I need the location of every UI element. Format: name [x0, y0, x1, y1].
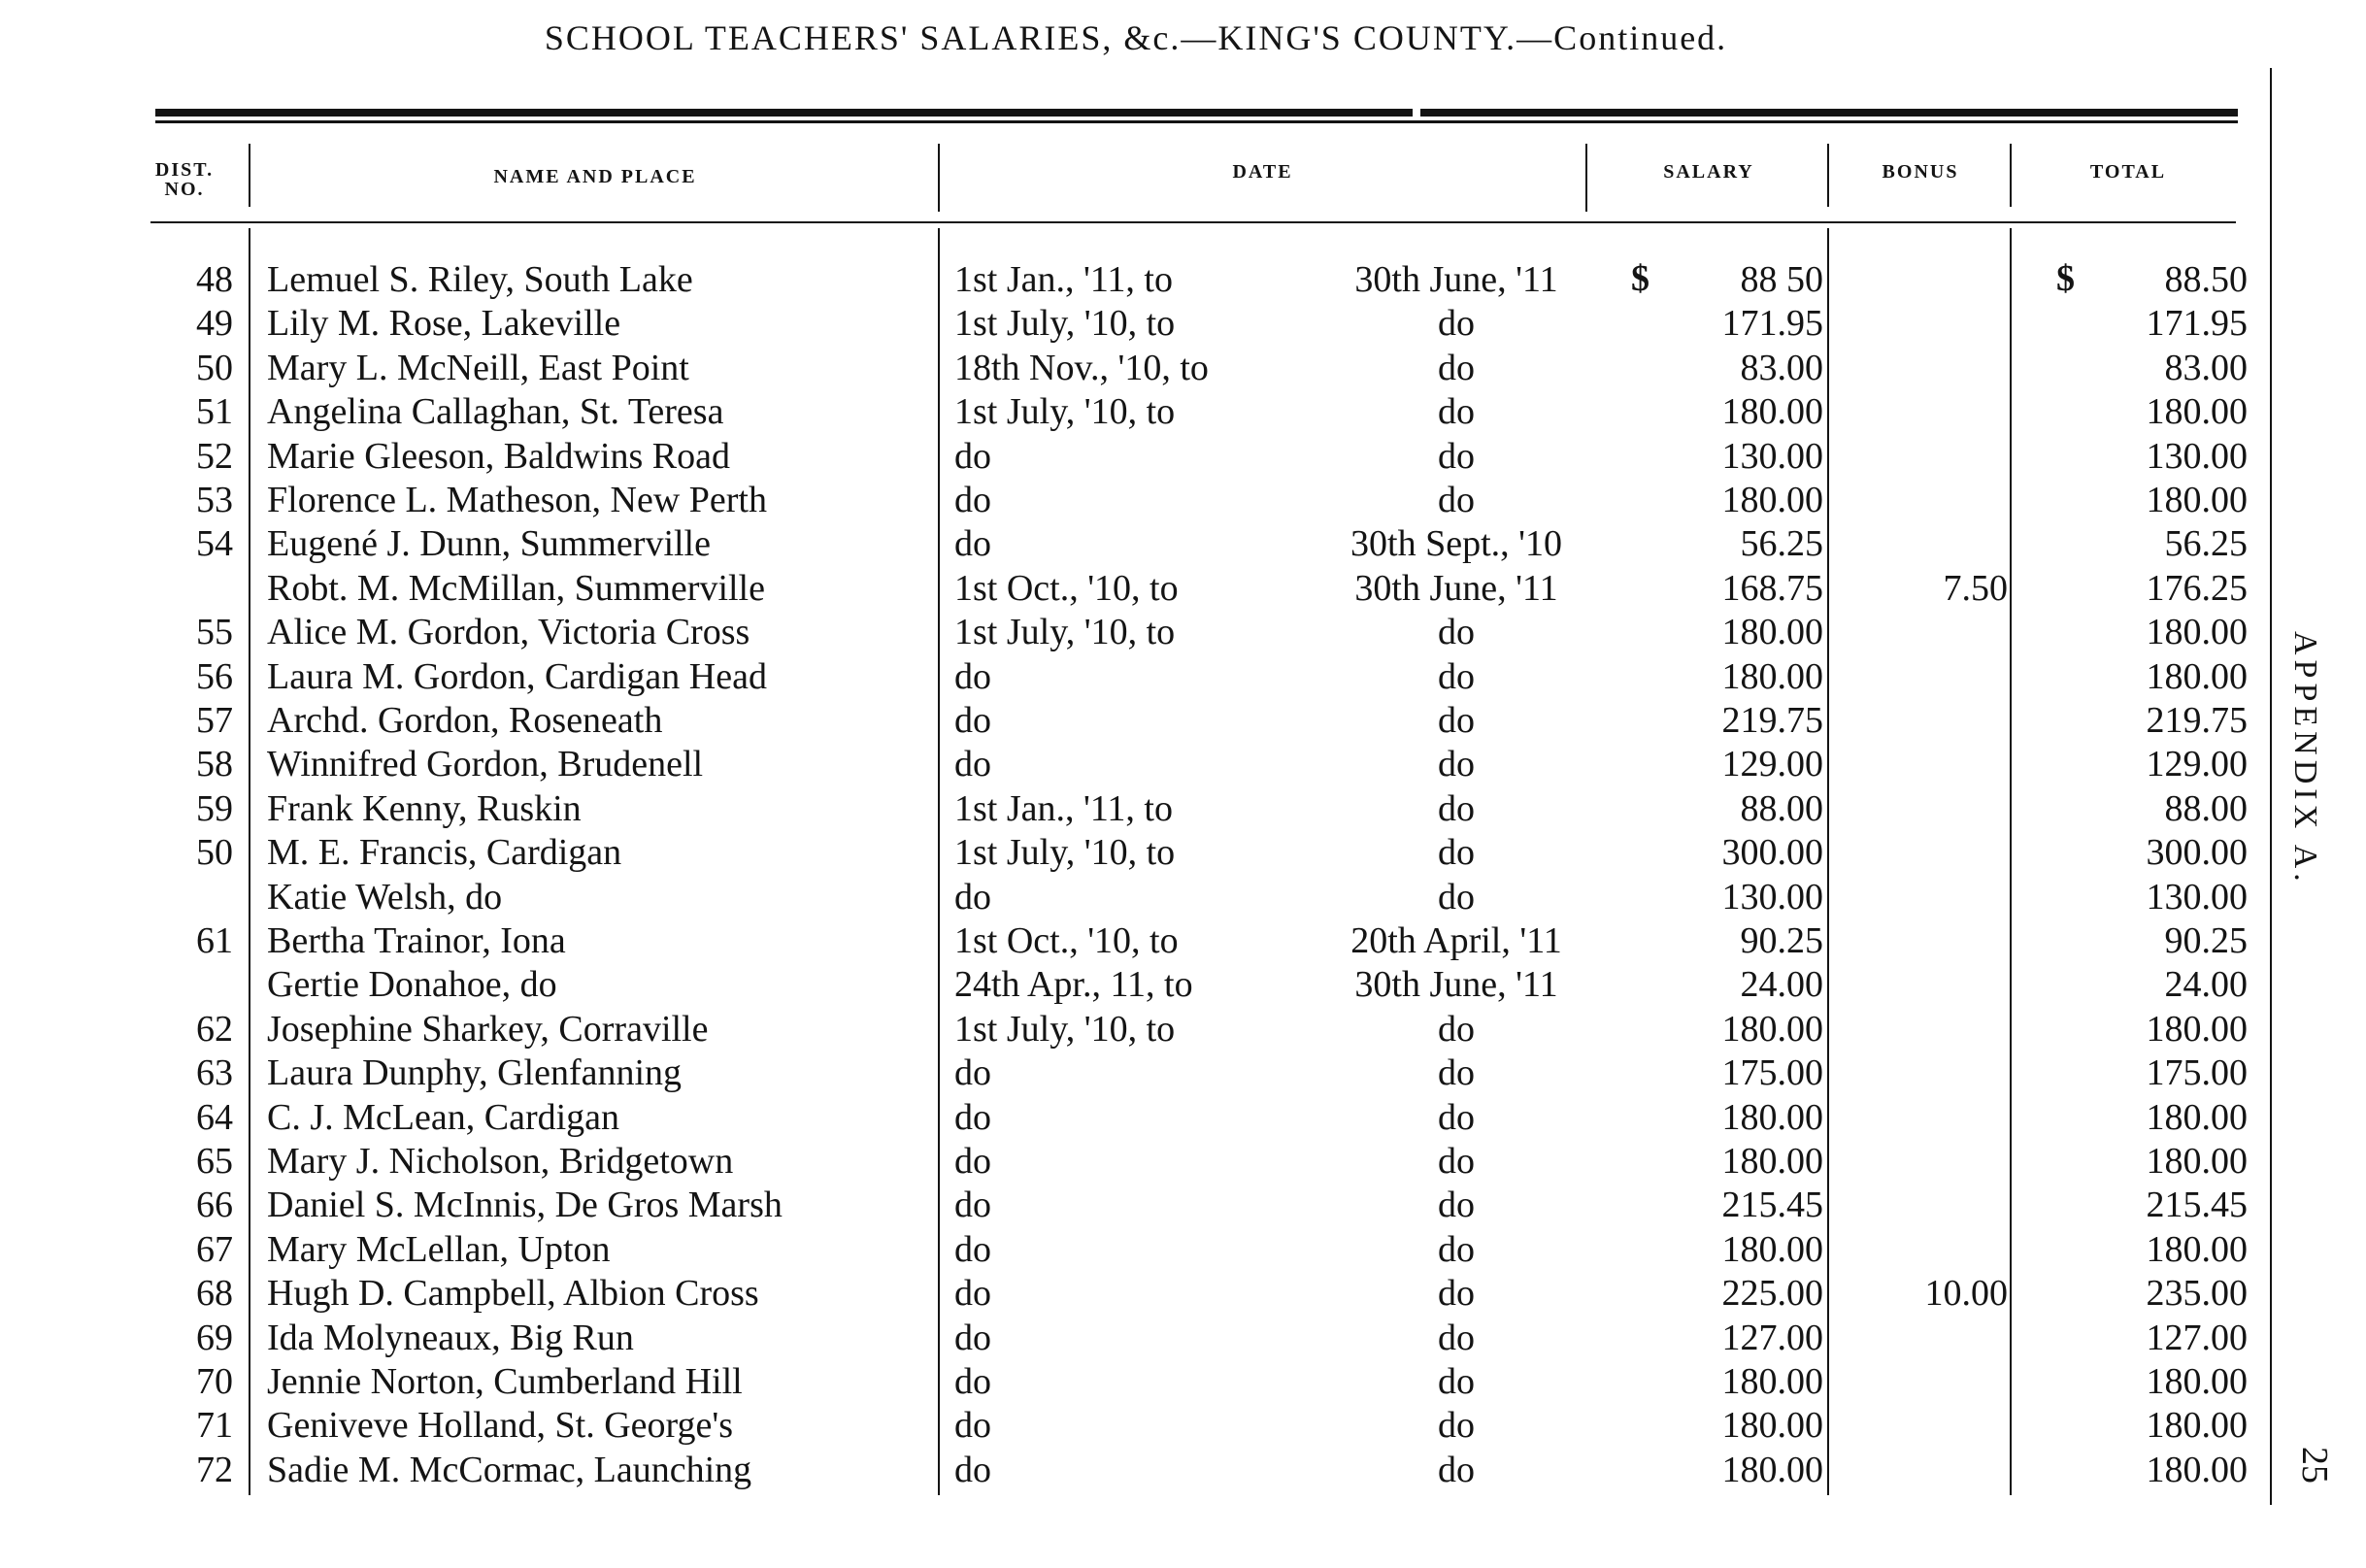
cell-date-from: 1st Jan., '11, to	[954, 787, 1173, 829]
appendix-label: APPENDIX A.	[2287, 631, 2323, 886]
cell-total: 180.00	[2146, 655, 2248, 697]
cell-date-from: 1st July, '10, to	[954, 1008, 1176, 1050]
total-currency-symbol: $	[2056, 258, 2075, 299]
cell-date-to: do	[1438, 832, 1475, 874]
cell-total: 88.50	[2164, 259, 2248, 300]
table-row	[0, 1096, 2252, 1140]
cell-salary: 180.00	[1721, 1141, 1823, 1182]
cell-date-to: do	[1438, 1405, 1475, 1447]
cell-dist-no: 69	[196, 1317, 233, 1358]
cell-dist-no: 52	[196, 435, 233, 477]
cell-total: 180.00	[2146, 1141, 2248, 1182]
cell-dist-no: 65	[196, 1141, 233, 1182]
cell-date-from: do	[954, 523, 991, 565]
cell-date-to: do	[1438, 391, 1475, 433]
cell-name-place: Jennie Norton, Cumberland Hill	[267, 1361, 743, 1402]
cell-total: 219.75	[2146, 700, 2248, 741]
cell-dist-no: 48	[196, 259, 233, 300]
cell-date-to: 30th Sept., '10	[1350, 523, 1562, 565]
cell-dist-no: 55	[196, 612, 233, 653]
cell-name-place: Lemuel S. Riley, South Lake	[267, 259, 693, 300]
col-header-bonus: BONUS	[1882, 161, 1959, 183]
header-divider-3	[1585, 144, 1587, 212]
cell-name-place: Laura Dunphy, Glenfanning	[267, 1052, 683, 1094]
cell-dist-no: 71	[196, 1405, 233, 1447]
cell-salary: 90.25	[1740, 920, 1823, 961]
header-divider-1	[249, 144, 250, 207]
cell-name-place: Hugh D. Campbell, Albion Cross	[267, 1273, 759, 1315]
cell-date-from: do	[954, 1405, 991, 1447]
cell-total: 235.00	[2146, 1273, 2248, 1315]
cell-dist-no: 63	[196, 1052, 233, 1094]
cell-total: 83.00	[2164, 347, 2248, 388]
cell-dist-no: 67	[196, 1228, 233, 1270]
cell-date-to: do	[1438, 1317, 1475, 1358]
cell-date-to: do	[1438, 655, 1475, 697]
cell-date-to: 30th June, '11	[1354, 567, 1558, 609]
cell-total: 171.95	[2146, 303, 2248, 345]
header-divider-5	[2010, 144, 2012, 207]
cell-total: 90.25	[2164, 920, 2248, 961]
cell-dist-no: 53	[196, 480, 233, 520]
cell-bonus: 10.00	[1924, 1273, 2008, 1315]
cell-dist-no: 50	[196, 832, 233, 874]
cell-date-to: 20th April, '11	[1350, 920, 1562, 961]
cell-name-place: Daniel S. McInnis, De Gros Marsh	[267, 1184, 783, 1226]
cell-name-place: Mary McLellan, Upton	[267, 1228, 611, 1270]
cell-name-place: Laura M. Gordon, Cardigan Head	[267, 655, 767, 697]
col-header-total: TOTAL	[2089, 161, 2167, 183]
cell-name-place: Bertha Trainor, Iona	[267, 920, 566, 961]
page-number: 25	[2294, 1447, 2335, 1484]
cell-dist-no: 64	[196, 1096, 233, 1138]
col-header-date: DATE	[1232, 161, 1293, 183]
cell-date-to: do	[1438, 700, 1475, 741]
cell-salary: 300.00	[1721, 832, 1823, 874]
table-row	[0, 1228, 2252, 1272]
cell-date-from: do	[954, 1273, 991, 1315]
cell-salary: 180.00	[1721, 1008, 1823, 1050]
cell-dist-no: 72	[196, 1449, 233, 1490]
cell-date-from: do	[954, 1184, 991, 1226]
table-row	[0, 1360, 2252, 1404]
cell-date-from: do	[954, 1361, 991, 1402]
cell-salary: 180.00	[1721, 391, 1823, 433]
cell-salary: 130.00	[1721, 435, 1823, 477]
cell-total: 176.25	[2146, 567, 2248, 609]
cell-date-to: do	[1438, 787, 1475, 829]
header-rule-thin	[155, 120, 2238, 123]
table-row	[0, 919, 2252, 963]
cell-salary: 180.00	[1721, 612, 1823, 653]
cell-name-place: Archd. Gordon, Roseneath	[267, 700, 663, 741]
cell-dist-no: 54	[196, 523, 233, 565]
cell-date-to: do	[1438, 744, 1475, 785]
cell-name-place: Alice M. Gordon, Victoria Cross	[267, 612, 750, 653]
cell-date-to: do	[1438, 480, 1475, 520]
cell-total: 24.00	[2164, 964, 2248, 1006]
header-bottom-rule	[150, 221, 2236, 223]
cell-name-place: Marie Gleeson, Baldwins Road	[267, 435, 731, 477]
cell-name-place: Eugené J. Dunn, Summerville	[267, 523, 711, 565]
cell-salary: 215.45	[1721, 1184, 1823, 1226]
table-row	[0, 1184, 2252, 1227]
table-row	[0, 1008, 2252, 1051]
cell-date-to: do	[1438, 612, 1475, 653]
cell-dist-no: 50	[196, 347, 233, 388]
table-row	[0, 963, 2252, 1007]
cell-date-to: do	[1438, 347, 1475, 388]
cell-name-place: Josephine Sharkey, Corraville	[267, 1008, 709, 1050]
cell-name-place: Winnifred Gordon, Brudenell	[267, 744, 704, 785]
cell-salary: 225.00	[1721, 1273, 1823, 1315]
cell-salary: 127.00	[1721, 1317, 1823, 1358]
cell-total: 175.00	[2146, 1052, 2248, 1094]
page-edge-rule	[2270, 68, 2272, 1505]
header-rule-left	[155, 109, 1413, 117]
cell-date-from: do	[954, 1141, 991, 1182]
table-row	[0, 1272, 2252, 1316]
cell-date-from: 1st July, '10, to	[954, 391, 1176, 433]
cell-bonus: 7.50	[1943, 567, 2008, 609]
cell-name-place: Frank Kenny, Ruskin	[267, 787, 582, 829]
cell-salary: 180.00	[1721, 1405, 1823, 1447]
table-row	[0, 831, 2252, 875]
cell-date-from: do	[954, 1228, 991, 1270]
cell-total: 180.00	[2146, 1228, 2248, 1270]
cell-date-from: 24th Apr., 11, to	[954, 964, 1193, 1006]
cell-total: 127.00	[2146, 1317, 2248, 1358]
cell-total: 180.00	[2146, 1449, 2248, 1490]
cell-date-from: do	[954, 655, 991, 697]
table-row	[0, 258, 2252, 302]
cell-salary: 88 50	[1740, 259, 1823, 300]
cell-date-to: do	[1438, 1008, 1475, 1050]
table-row	[0, 655, 2252, 699]
header-divider-2	[938, 144, 940, 212]
cell-name-place: Katie Welsh, do	[267, 876, 503, 917]
cell-salary: 130.00	[1721, 876, 1823, 917]
cell-salary: 129.00	[1721, 744, 1823, 785]
cell-total: 88.00	[2164, 787, 2248, 829]
cell-date-from: 1st July, '10, to	[954, 303, 1176, 345]
cell-salary: 180.00	[1721, 480, 1823, 520]
header-divider-4	[1827, 144, 1829, 207]
cell-total: 300.00	[2146, 832, 2248, 874]
cell-name-place: Mary L. McNeill, East Point	[267, 347, 689, 388]
cell-dist-no: 68	[196, 1273, 233, 1315]
cell-salary: 180.00	[1721, 1096, 1823, 1138]
cell-name-place: Robt. M. McMillan, Summerville	[267, 567, 765, 609]
cell-date-from: do	[954, 1317, 991, 1358]
cell-salary: 175.00	[1721, 1052, 1823, 1094]
cell-salary: 56.25	[1740, 523, 1823, 565]
cell-date-to: 30th June, '11	[1354, 259, 1558, 300]
cell-salary: 171.95	[1721, 303, 1823, 345]
cell-date-from: do	[954, 876, 991, 917]
cell-dist-no: 58	[196, 744, 233, 785]
cell-name-place: C. J. McLean, Cardigan	[267, 1096, 620, 1138]
cell-dist-no: 56	[196, 655, 233, 697]
cell-salary: 180.00	[1721, 1228, 1823, 1270]
cell-name-place: Lily M. Rose, Lakeville	[267, 303, 621, 345]
cell-dist-no: 62	[196, 1008, 233, 1050]
cell-date-from: do	[954, 1052, 991, 1094]
cell-salary: 168.75	[1721, 567, 1823, 609]
col-header-salary: SALARY	[1663, 161, 1754, 183]
cell-total: 180.00	[2146, 391, 2248, 433]
table-row	[0, 1140, 2252, 1184]
cell-salary: 180.00	[1721, 655, 1823, 697]
cell-date-from: 1st July, '10, to	[954, 832, 1176, 874]
cell-total: 180.00	[2146, 480, 2248, 520]
cell-dist-no: 59	[196, 787, 233, 829]
cell-name-place: Florence L. Matheson, New Perth	[267, 480, 767, 520]
cell-date-to: do	[1438, 1141, 1475, 1182]
salary-currency-symbol: $	[1631, 258, 1650, 299]
cell-name-place: Geniveve Holland, St. George's	[267, 1405, 733, 1447]
table-row	[0, 522, 2252, 566]
cell-date-from: 1st Oct., '10, to	[954, 567, 1179, 609]
cell-salary: 180.00	[1721, 1449, 1823, 1490]
cell-salary: 24.00	[1740, 964, 1823, 1006]
table-row	[0, 743, 2252, 786]
table-row	[0, 347, 2252, 390]
cell-dist-no: 49	[196, 303, 233, 345]
cell-date-to: do	[1438, 1096, 1475, 1138]
cell-dist-no: 70	[196, 1361, 233, 1402]
cell-date-to: do	[1438, 303, 1475, 345]
cell-dist-no: 66	[196, 1184, 233, 1226]
table-row	[0, 1051, 2252, 1095]
table-row	[0, 1404, 2252, 1448]
cell-date-from: do	[954, 744, 991, 785]
cell-total: 180.00	[2146, 612, 2248, 653]
cell-date-to: do	[1438, 435, 1475, 477]
table-row	[0, 876, 2252, 919]
cell-date-from: do	[954, 480, 991, 520]
cell-name-place: Gertie Donahoe, do	[267, 964, 557, 1006]
cell-total: 180.00	[2146, 1405, 2248, 1447]
col-header-dist-no: DIST. NO.	[154, 159, 215, 200]
cell-total: 180.00	[2146, 1008, 2248, 1050]
cell-date-from: 1st Oct., '10, to	[954, 920, 1179, 961]
cell-date-to: do	[1438, 1361, 1475, 1402]
table-row	[0, 479, 2252, 522]
table-row	[0, 1449, 2252, 1492]
col-header-name-place: NAME AND PLACE	[493, 166, 697, 187]
cell-date-from: do	[954, 435, 991, 477]
cell-dist-no: 51	[196, 391, 233, 433]
cell-total: 130.00	[2146, 435, 2248, 477]
cell-name-place: Ida Molyneaux, Big Run	[267, 1317, 634, 1358]
cell-date-from: do	[954, 1449, 991, 1490]
table-row	[0, 787, 2252, 831]
cell-date-to: do	[1438, 1052, 1475, 1094]
cell-total: 56.25	[2164, 523, 2248, 565]
cell-salary: 180.00	[1721, 1361, 1823, 1402]
cell-date-to: do	[1438, 1184, 1475, 1226]
cell-name-place: Sadie M. McCormac, Launching	[267, 1449, 752, 1490]
cell-salary: 219.75	[1721, 700, 1823, 741]
cell-date-to: 30th June, '11	[1354, 964, 1558, 1006]
cell-name-place: M. E. Francis, Cardigan	[267, 832, 622, 874]
cell-total: 180.00	[2146, 1361, 2248, 1402]
cell-salary: 88.00	[1740, 787, 1823, 829]
cell-total: 215.45	[2146, 1184, 2248, 1226]
table-row	[0, 611, 2252, 654]
cell-date-to: do	[1438, 1228, 1475, 1270]
cell-date-to: do	[1438, 876, 1475, 917]
page-title: SCHOOL TEACHERS' SALARIES, &c.—KING'S COUNTY.—Continued.	[544, 18, 1728, 57]
cell-total: 180.00	[2146, 1096, 2248, 1138]
cell-name-place: Angelina Callaghan, St. Teresa	[267, 391, 724, 433]
cell-date-from: 1st Jan., '11, to	[954, 259, 1173, 300]
cell-date-from: do	[954, 700, 991, 741]
cell-dist-no: 61	[196, 920, 233, 961]
cell-date-from: 1st July, '10, to	[954, 612, 1176, 653]
table-row	[0, 390, 2252, 434]
cell-salary: 83.00	[1740, 347, 1823, 388]
cell-date-to: do	[1438, 1273, 1475, 1315]
table-row	[0, 435, 2252, 479]
table-row	[0, 1317, 2252, 1360]
cell-date-from: do	[954, 1096, 991, 1138]
cell-dist-no: 57	[196, 700, 233, 741]
cell-total: 130.00	[2146, 876, 2248, 917]
table-row	[0, 567, 2252, 611]
header-rule-right	[1420, 109, 2238, 117]
table-row	[0, 699, 2252, 743]
cell-total: 129.00	[2146, 744, 2248, 785]
cell-date-from: 18th Nov., '10, to	[954, 347, 1209, 388]
cell-date-to: do	[1438, 1449, 1475, 1490]
table-row	[0, 302, 2252, 346]
cell-name-place: Mary J. Nicholson, Bridgetown	[267, 1141, 734, 1182]
